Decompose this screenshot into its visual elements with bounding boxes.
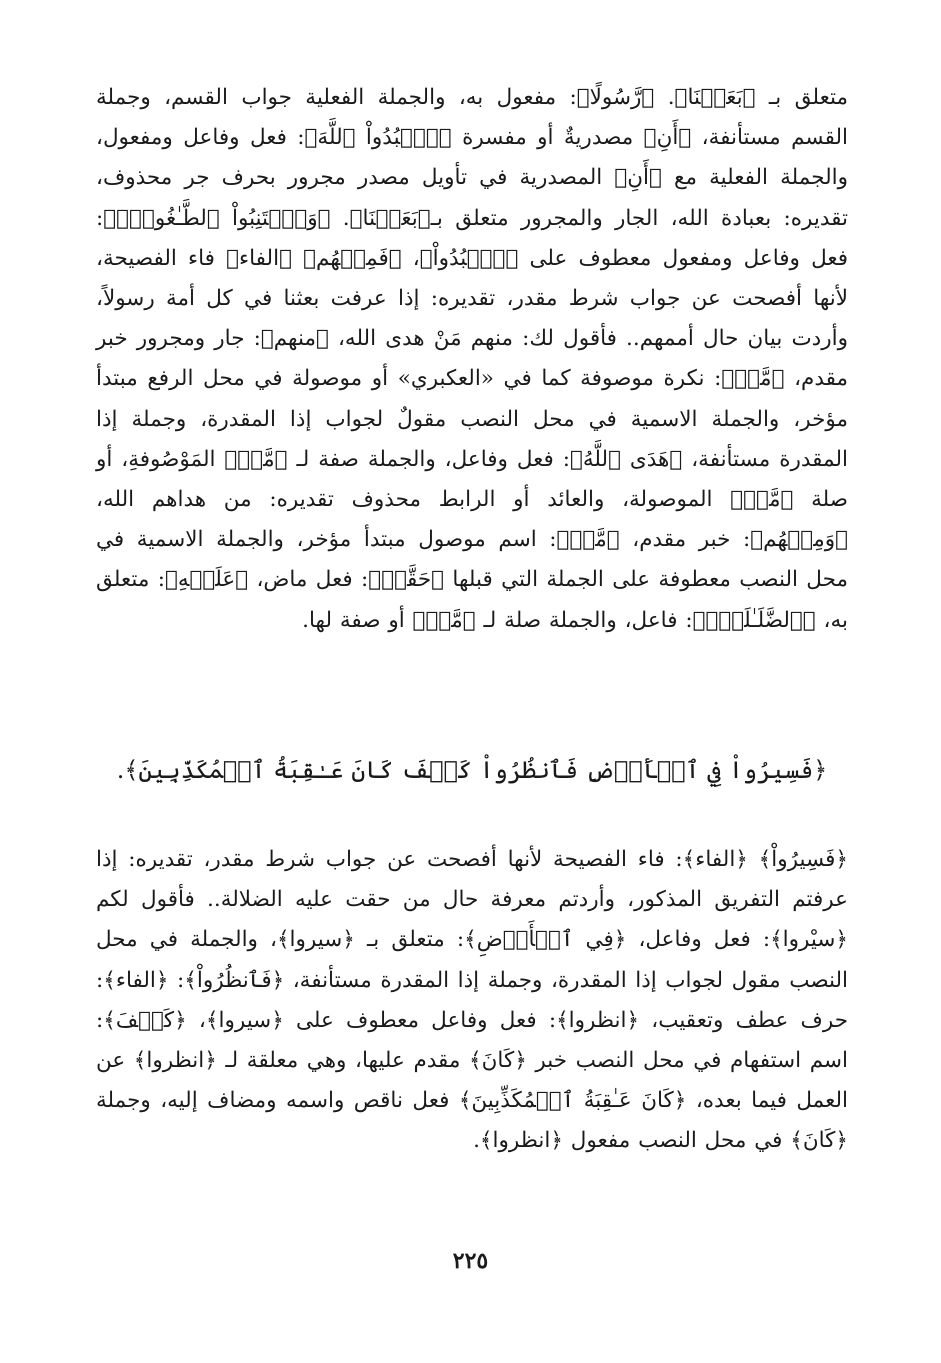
grammar-analysis-paragraph-2 bbox=[96, 840, 848, 1162]
quran-verse: ﴿فَسِيرُواْ فِي ٱلۡأَرۡضِ فَٱنظُرُواْ كَيۡفَ كَانَ عَـٰقِبَةُ ٱلۡمُكَذِّبِينَ﴾. bbox=[116, 756, 828, 784]
paragraph-text: متعلق بـ ﴿بَعَثۡنَا﴾. ﴿رَّسُولًا﴾: مفعول به، والجملة الفعلية جواب القسم، وجملة القسم مستأنفة، ﴿أَنِ﴾ مصدريةٌ أو مفسرة ﴿ٱعۡبُدُواْ ٱللَّهَ﴾: فعل وفاعل ومفعول، والجملة الفعلية مع ﴿أَنِ﴾ المصدرية في تأويل مصدر مجرور بحرف جر محذوف، تقديره: بعبادة الله، الجار والمجرور متعلق بـ﴿بَعَثۡنَا﴾. ﴿وَٱجۡتَنِبُواْ ٱلطَّـٰغُوتَۖ﴾: فعل وفاعل ومفعول معطوف على ﴿ٱعۡبُدُواْ﴾، ﴿فَمِنۡهُم﴾ ﴿الفاء﴾ فاء الفصيحة، لأنها أفصحت عن جواب شرط مقدر، تقديره: إذا عرفت بعثنا في كل أمة رسولاً، وأردت بيان حال أممهم.. فأقول لك: منهم مَنْ هدى الله، ﴿منهم﴾: جار ومجرور خبر مقدم، ﴿مَّنۡ﴾: نكرة موصوفة كما في «العكبري» أو موصولة في محل الرفع مبتدأ مؤخر، والجملة الاسمية في محل النصب مقولٌ لجواب إذا المقدرة، وجملة إذا المقدرة مستأنفة، ﴿هَدَى ٱللَّهُ﴾: فعل وفاعل، والجملة صفة لـ ﴿مَّنۡ﴾ المَوْصُوفةِ، أو صلة ﴿مَّنۡ﴾ الموصولة، والعائد أو الرابط محذوف تقديره: من هداهم الله، ﴿وَمِنۡهُم﴾: خبر مقدم، ﴿مَّنۡ﴾: اسم موصول مبتدأ مؤخر، والجملة الاسمية في محل النصب معطوفة على الجملة التي قبلها ﴿حَقَّتۡ﴾: فعل ماض، ﴿عَلَيۡهِ﴾: متعلق به، ﴿ٱلضَّلَـٰلَةُۚ﴾: فاعل، والجملة صلة لـ ﴿مَّنۡ﴾ أو صفة لها. bbox=[96, 85, 848, 633]
page-number: ٢٢٥ bbox=[452, 1248, 489, 1274]
grammar-analysis-paragraph-1 bbox=[96, 78, 848, 641]
paragraph-text: ﴿فَسِيرُواْ﴾ ﴿الفاء﴾: فاء الفصيحة لأنها أفصحت عن جواب شرط مقدر، تقديره: إذا عرفتم التفريق المذكور، وأردتم معرفة حال من حقت عليه الضلالة.. فأقول لكم ﴿سيْروا﴾: فعل وفاعل، ﴿فِي ٱلۡأَرۡضِ﴾: متعلق بـ ﴿سيروا﴾، والجملة في محل النصب مقول لجواب إذا المقدرة، وجملة إذا المقدرة مستأنفة، ﴿فَٱنظُرُواْ﴾: ﴿الفاء﴾: حرف عطف وتعقيب، ﴿انظروا﴾: فعل وفاعل معطوف على ﴿سيروا﴾، ﴿كَيۡفَ﴾: اسم استفهام في محل النصب خبر ﴿كَانَ﴾ مقدم عليها، وهي معلقة لـ ﴿انظروا﴾ عن العمل فيما بعده، ﴿كَانَ عَـٰقِبَةُ ٱلۡمُكَذِّبِينَ﴾ فعل ناقص واسمه ومضاف إليه، وجملة ﴿كَانَ﴾ في محل النصب مفعول ﴿انظروا﴾. bbox=[96, 847, 848, 1154]
